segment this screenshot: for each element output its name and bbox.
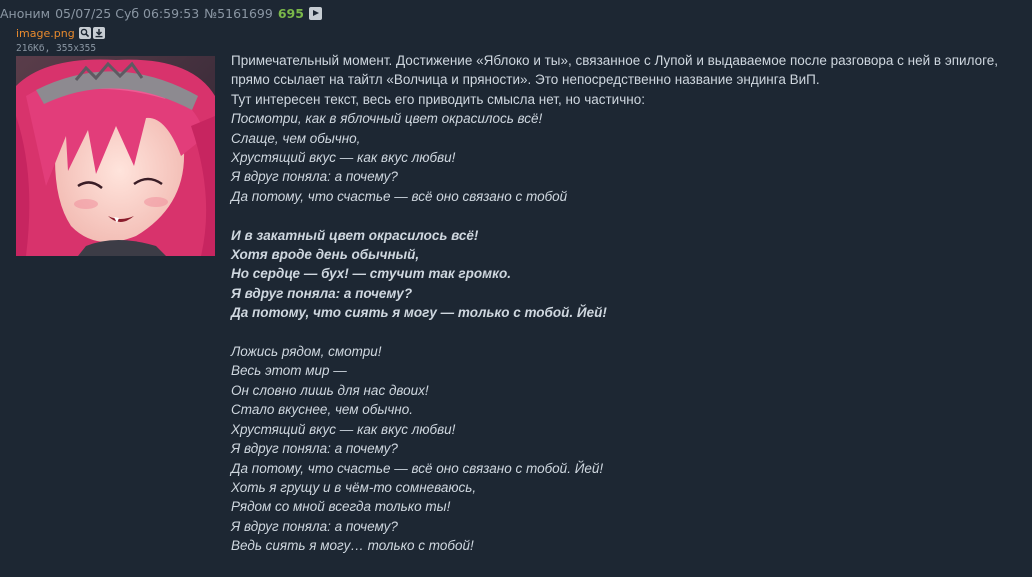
post-header (0, 4, 327, 22)
lyric-line: Стало вкуснее, чем обычно. (231, 402, 413, 418)
lyric-line: Ложись рядом, смотри! (231, 344, 382, 360)
post-image-thumbnail[interactable] (16, 56, 215, 256)
lyric-line: Рядом со мной всегда только ты! (231, 499, 451, 515)
lyric-line: Ведь сиять я могу… только с тобой! (231, 538, 474, 554)
post-message (231, 51, 1026, 556)
file-line (16, 26, 107, 40)
lyric-line-bold: Хотя вроде день обычный, (231, 247, 420, 263)
play-icon[interactable] (309, 7, 322, 20)
lyric-line: Хрустящий вкус — как вкус любви! (231, 421, 456, 437)
lyric-line-bold: И в закатный цвет окрасилось всё! (231, 227, 479, 243)
lyric-line-bold: Но сердце — бух! — стучит так громко. (231, 266, 511, 282)
lyric-line: Я вдруг поняла: а почему? (231, 441, 398, 457)
lyric-line: Он словно лишь для нас двоих! (231, 382, 429, 398)
post-datetime: 05/07/25 Суб 06:59:53 (55, 5, 200, 21)
lyric-line: Слаще, чем обычно, (231, 130, 361, 146)
lyric-line-bold: Я вдруг поняла: а почему? (231, 285, 413, 301)
lyric-line: Хрустящий вкус — как вкус любви! (231, 150, 456, 166)
lyric-line: Весь этот мир — (231, 363, 347, 379)
lyric-line: Хоть я грущу и в чём-то сомневаюсь, (231, 479, 477, 495)
stanza-gap (231, 323, 1026, 342)
poster-name: Аноним (0, 5, 51, 21)
lyric-line-bold: Да потому, что сиять я могу — только с тобой. Йей! (231, 305, 607, 321)
lyric-line: Да потому, что счастье — всё оно связано с тобой. Йей! (231, 460, 604, 476)
file-meta: 216Кб, 355x355 (16, 43, 97, 54)
intro-paragraph: Тут интересен текст, весь его приводить смысла нет, но частично: (231, 91, 645, 107)
stanza-gap (231, 206, 1026, 225)
intro-paragraph: Примечательный момент. Достижение «Яблоко и ты», связанное с Лупой и выдаваемое после разговора с ней в эпилоге, прямо ссылает на тайтл «Волчица и пряности». Это непосредственно название эндинга ВиП. (231, 53, 999, 88)
lyric-line: Я вдруг поняла: а почему? (231, 169, 398, 185)
file-link[interactable]: image.png (16, 26, 75, 40)
lyric-line: Посмотри, как в яблочный цвет окрасилось всё! (231, 111, 543, 127)
lyric-line: Я вдруг поняла: а почему? (231, 518, 398, 534)
reply-count[interactable]: 695 (277, 5, 304, 21)
post-number[interactable]: №5161699 (204, 5, 273, 21)
download-icon[interactable] (93, 27, 105, 39)
lyric-line: Да потому, что счастье — всё оно связано с тобой (231, 188, 568, 204)
search-icon[interactable] (79, 27, 91, 39)
